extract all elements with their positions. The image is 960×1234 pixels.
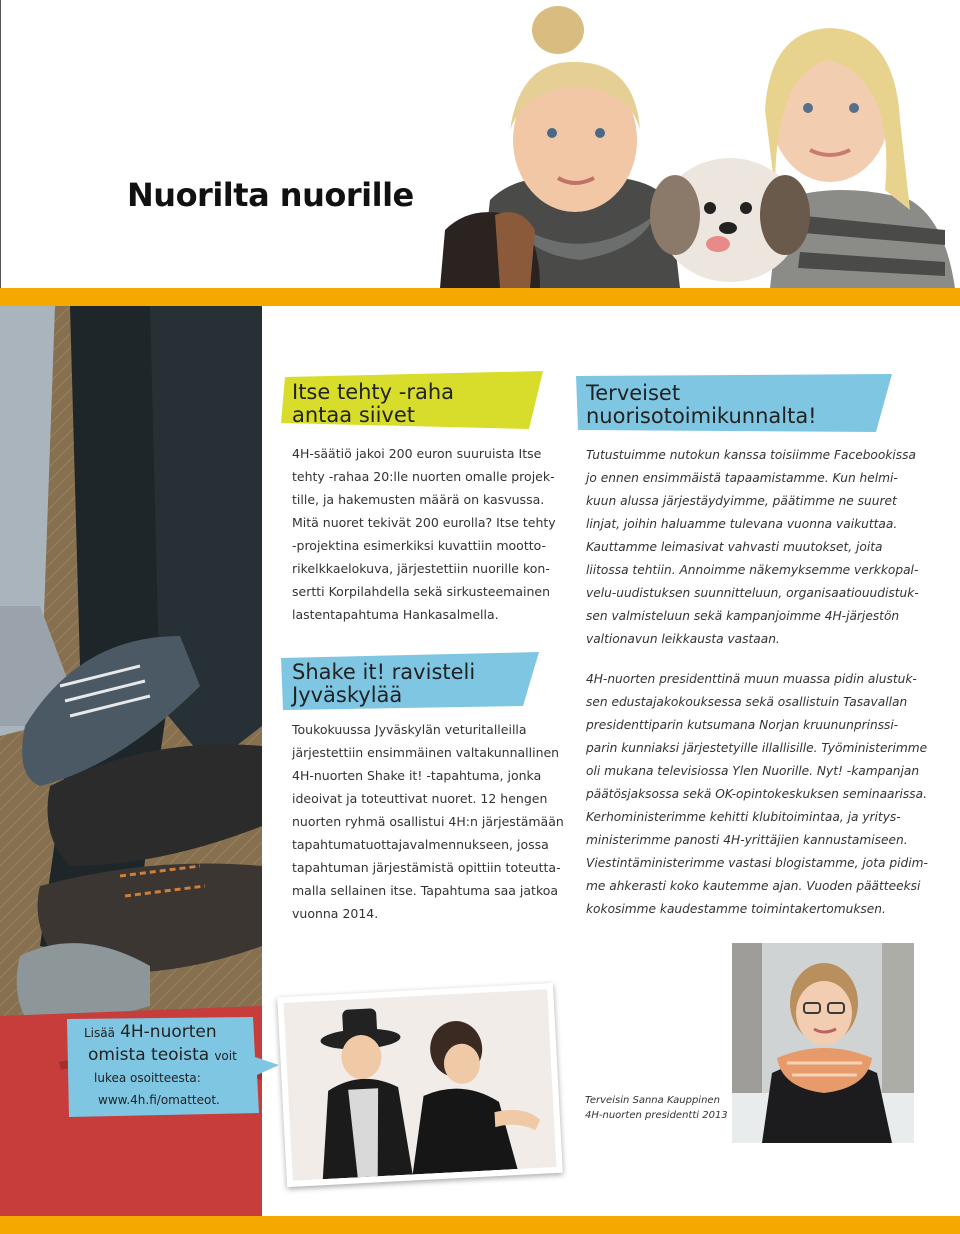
page-title: Nuorilta nuorille xyxy=(127,176,414,214)
dancers-illustration xyxy=(284,989,557,1181)
text-line: tapahtumatuottajavalmennukseen, jossa xyxy=(292,837,549,852)
website-callout-text xyxy=(84,1021,237,1111)
greetings-heading-line1: Terveiset xyxy=(586,381,681,405)
greetings-heading xyxy=(586,382,817,428)
text-line: rikelkkaelokuva, järjestettiin nuorille kon- xyxy=(292,561,550,576)
text-line: parin kunniaksi järjestetyille illallisille. Työministerimme xyxy=(586,741,928,755)
text-line: tapahtuman järjestämistä opittiin toteutta- xyxy=(292,860,561,875)
text-line: Mitä nuoret tekivät 200 eurolla? Itse tehty xyxy=(292,515,556,530)
text-line: Viestintäministerimme vastasi blogistamme, jota pidim- xyxy=(586,856,928,870)
shake-heading-line2: Jyväskylää xyxy=(292,683,403,707)
greetings-paragraph-1 xyxy=(586,444,919,651)
text-line: velu-uudistuksen suunnitteluun, organisaatiouudistuk- xyxy=(586,586,919,600)
greetings-heading-line2: nuorisotoimikunnalta! xyxy=(586,404,817,428)
shake-heading xyxy=(292,661,475,707)
text-line: 4H-säätiö jakoi 200 euron suuruista Itse xyxy=(292,446,542,461)
text-line: sen valmisteluun sekä kampanjoimme 4H-järjestön xyxy=(586,609,900,623)
text-line: Kerhoministerimme kehitti klubitoimintaa, ja yritys- xyxy=(586,810,901,824)
text-line: malla sellainen itse. Tapahtuma saa jatkoa xyxy=(292,883,559,898)
text-line: 4H-nuorten presidenttinä muun muassa pidin alustuk- xyxy=(586,672,917,686)
text-line: presidenttiparin kutsumana Norjan kruununprinssi- xyxy=(586,718,899,732)
text-line: kuun alussa järjestäydyimme, päätimme ne suuret xyxy=(586,494,897,508)
callout-word: voit xyxy=(214,1049,237,1063)
shake-heading-line1: Shake it! ravisteli xyxy=(292,660,476,684)
text-line: sen edustajakokouksessa sekä osallistuin Tasavallan xyxy=(586,695,908,709)
girls-with-dogs-photo xyxy=(440,0,960,288)
left-border-line xyxy=(0,0,1,288)
funding-heading-line1: Itse tehty -raha xyxy=(292,380,455,404)
callout-word: omista teoista xyxy=(88,1045,210,1065)
text-line: linjat, joihin haluamme tulevana vuonna vaikuttaa. xyxy=(586,517,898,531)
text-line: valtionavun leikkausta vastaan. xyxy=(586,632,780,646)
dancers-photo xyxy=(277,983,563,1187)
text-line: nuorten ryhmä osallistui 4H:n järjestämään xyxy=(292,814,564,829)
text-line: kokosimme kaudestamme toimintakertomuksen. xyxy=(586,902,886,916)
funding-body xyxy=(292,442,556,626)
text-line: Tutustuimme nutokun kanssa toisiimme Facebookissa xyxy=(586,448,916,462)
girls-with-dogs-illustration xyxy=(440,0,960,288)
caption-role: 4H-nuorten presidentti 2013 xyxy=(585,1110,728,1121)
caption-name: Terveisin Sanna Kauppinen xyxy=(585,1095,720,1106)
bottom-divider-band xyxy=(0,1216,960,1234)
funding-heading-line2: antaa siivet xyxy=(292,403,416,427)
callout-word: lukea osoitteesta: xyxy=(94,1071,201,1085)
text-line: -projektina esimerkiksi kuvattiin mootto- xyxy=(292,538,547,553)
website-link[interactable]: www.4h.fi/omatteot. xyxy=(98,1093,220,1107)
top-divider-band xyxy=(0,288,960,306)
callout-word: 4H-nuorten xyxy=(120,1022,217,1042)
text-line: jo ennen ensimmäistä tapaamistamme. Kun helmi- xyxy=(586,471,898,485)
callout-word: Lisää xyxy=(84,1026,115,1040)
text-line: tehty -rahaa 20:lle nuorten omalle projek- xyxy=(292,469,555,484)
text-line: sertti Korpilahdella sekä sirkusteemainen xyxy=(292,584,551,599)
text-line: tille, ja hakemusten määrä on kasvussa. xyxy=(292,492,545,507)
text-line: Kauttamme leimasivat vahvasti muutokset, joita xyxy=(586,540,883,554)
text-line: liitossa tehtiin. Annoimme näkemyksemme verkkopal- xyxy=(586,563,919,577)
portrait-caption xyxy=(585,1093,728,1123)
text-line: oli mukana televisiossa Ylen Nuorille. Nyt! -kampanjan xyxy=(586,764,920,778)
text-line: vuonna 2014. xyxy=(292,906,379,921)
greetings-paragraph-2 xyxy=(586,668,928,921)
portrait-illustration xyxy=(732,943,914,1143)
text-line: ministerimme panosti 4H-yrittäjien kannustamiseen. xyxy=(586,833,908,847)
text-line: lastentapahtuma Hankasalmella. xyxy=(292,607,499,622)
text-line: me ahkerasti koko kautemme ajan. Vuoden päätteeksi xyxy=(586,879,921,893)
text-line: Toukokuussa Jyväskylän veturitalleilla xyxy=(292,722,527,737)
text-line: päätösjaksossa sekä OK-opintokeskuksen seminaarissa. xyxy=(586,787,927,801)
text-line: järjestettiin ensimmäinen valtakunnallinen xyxy=(292,745,560,760)
text-line: ideoivat ja toteuttivat nuoret. 12 hengen xyxy=(292,791,548,806)
president-portrait-photo xyxy=(732,943,914,1143)
funding-heading xyxy=(292,381,454,427)
shake-body xyxy=(292,718,564,925)
text-line: 4H-nuorten Shake it! -tapahtuma, jonka xyxy=(292,768,542,783)
